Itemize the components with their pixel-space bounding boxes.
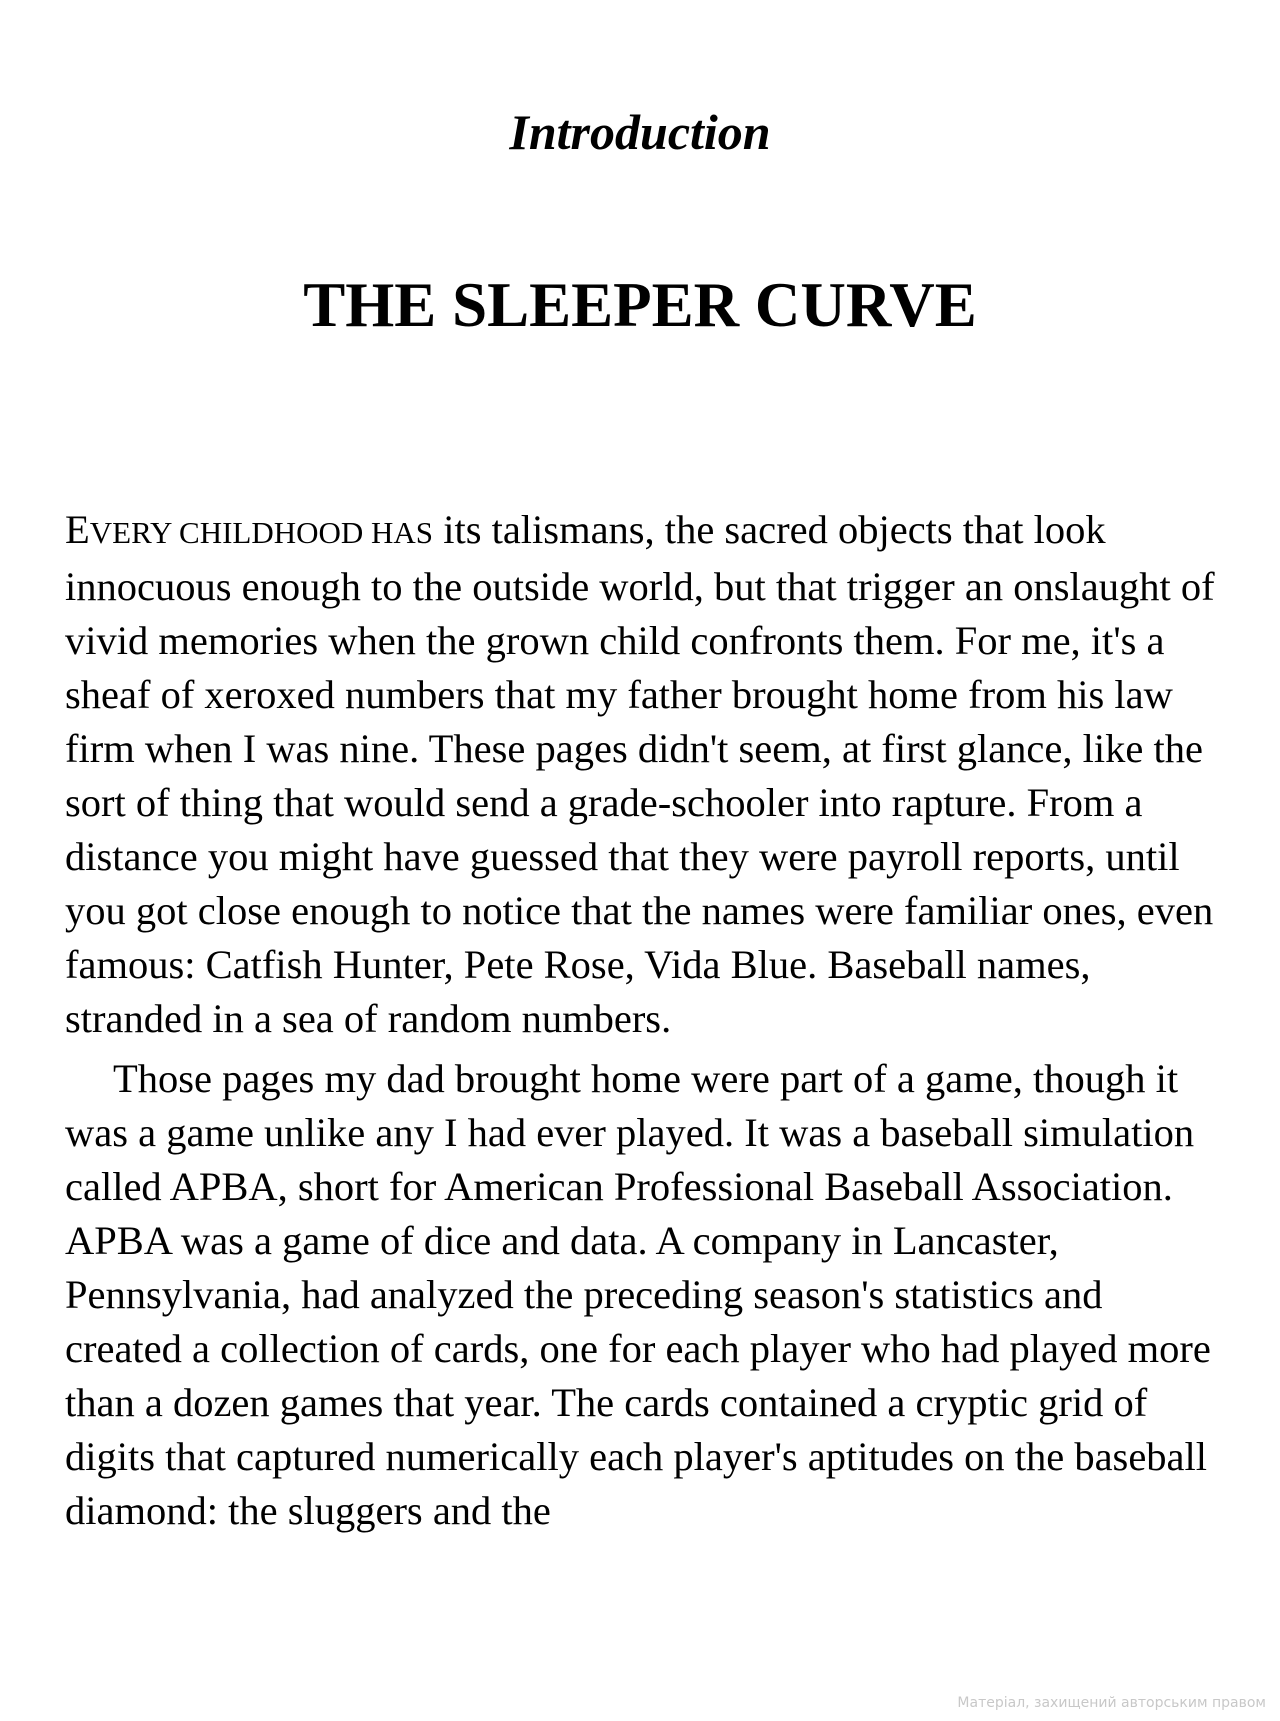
section-label: Introduction (509, 104, 771, 160)
chapter-title: THE SLEEPER CURVE (303, 270, 977, 340)
smallcaps-lead: VERY CHILDHOOD HAS (89, 515, 434, 550)
paragraph-1-text: its talismans, the sacred objects that look innocuous enough to the outside world, but that trigger an onslaught of vivid memories when the grown child confronts them. For me, it's a sheaf of xeroxed numbers that my father brought home from his law firm when I was nine. These pages didn't seem, at first glance, like the sort of thing that would send a grade-schooler into rapture. From a distance you might have guessed that they were payroll reports, until you got close enough to notice that the names were familiar ones, even famous: Catfish Hunter, Pete Rose, Vida Blue. Baseball names, stranded in a sea of random numbers. (65, 507, 1215, 1041)
copyright-watermark: Матеріал, захищений авторським правом (957, 1695, 1266, 1711)
paragraph-1 (65, 503, 1215, 1046)
paragraph-2: Those pages my dad brought home were part of a game, though it was a game unlike any I had ever played. It was a baseball simulation called APBA, short for American Professional Baseball Association. APBA was a game of dice and data. A company in Lancaster, Pennsylvania, had analyzed the preceding season's statistics and created a collection of cards, one for each player who had played more than a dozen games that year. The cards contained a cryptic grid of digits that captured numerically each player's aptitudes on the baseball diamond: the sluggers and the (65, 1056, 1211, 1533)
drop-initial: E (65, 507, 90, 552)
chapter-body (65, 503, 1215, 1538)
